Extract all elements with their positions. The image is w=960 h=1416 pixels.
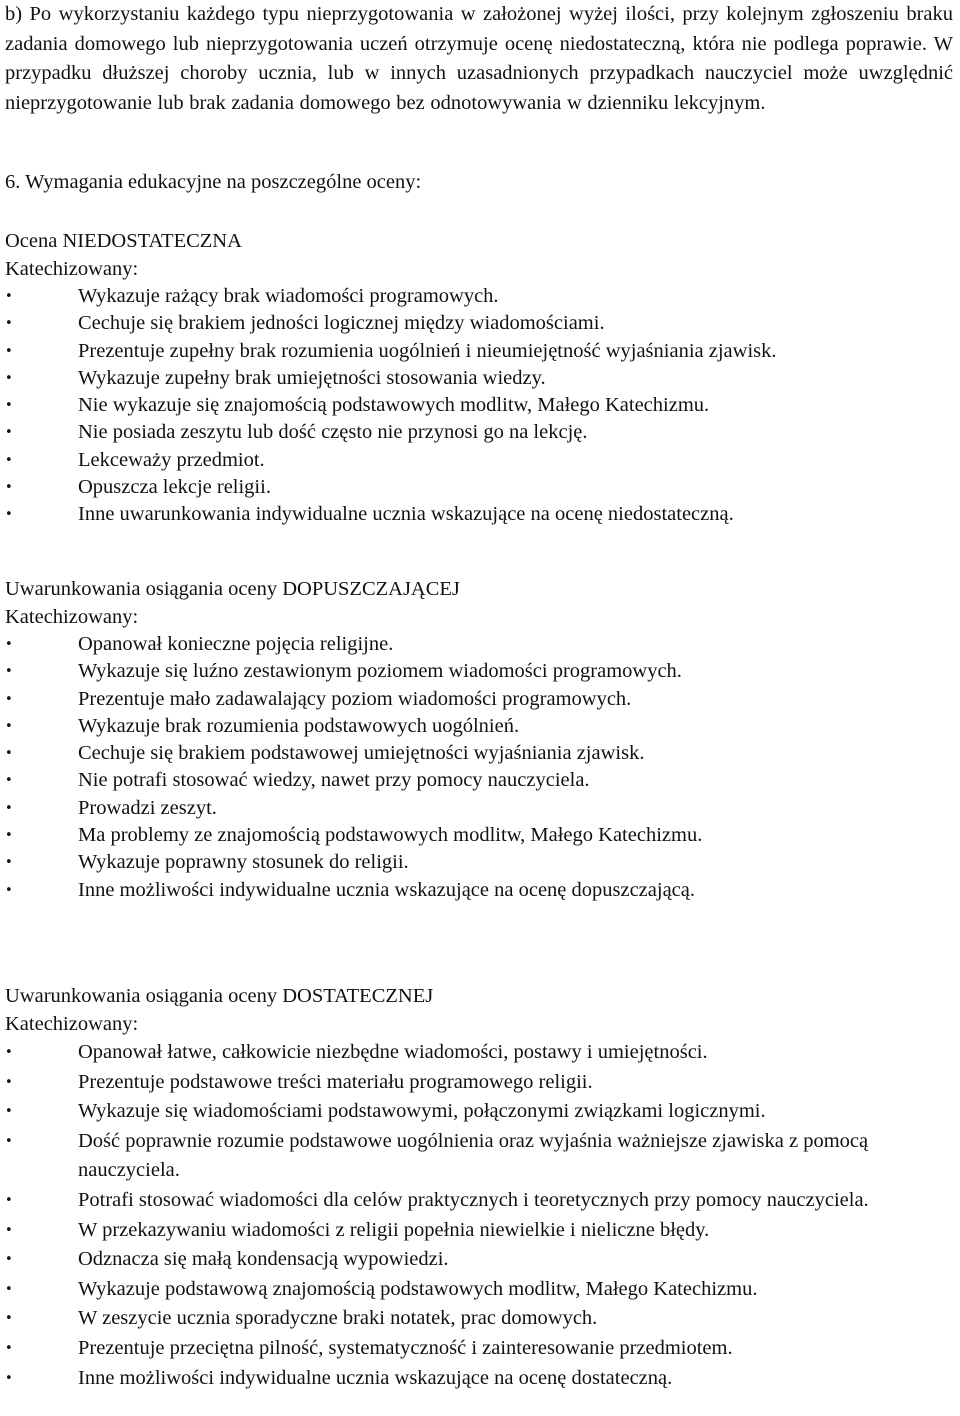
list-item: • Prezentuje podstawowe treści materiału programowego religii.: [5, 1068, 955, 1098]
section-title: Uwarunkowania osiągania oceny DOSTATECZNEJ: [5, 985, 434, 1007]
list-item: • W zeszycie ucznia sporadyczne braki notatek, prac domowych.: [5, 1304, 955, 1334]
section-title: Ocena NIEDOSTATECZNA: [5, 230, 242, 252]
list-item: • Opanował łatwe, całkowicie niezbędne wiadomości, postawy i umiejętności.: [5, 1038, 955, 1068]
requirements-list: [5, 631, 955, 904]
section-title: Uwarunkowania osiągania oceny DOPUSZCZAJĄCEJ: [5, 578, 460, 600]
list-item: • Inne uwarunkowania indywidualne ucznia wskazujące na ocenę niedostateczną.: [5, 501, 955, 528]
list-item: • Wykazuje rażący brak wiadomości programowych.: [5, 283, 955, 310]
list-item: • Odznacza się małą kondensacją wypowiedzi.: [5, 1245, 955, 1275]
grade-section-dopuszczajaca: [5, 575, 955, 904]
requirements-list: [5, 283, 955, 529]
list-item: • Ma problemy ze znajomością podstawowych modlitw, Małego Katechizmu.: [5, 822, 955, 849]
list-item: • Dość poprawnie rozumie podstawowe uogólnienia oraz wyjaśnia ważniejsze zjawiska z pomocą nauczyciela.: [5, 1127, 955, 1186]
list-item: • Wykazuje podstawową znajomością podstawowych modlitw, Małego Katechizmu.: [5, 1275, 955, 1305]
list-item: • Lekceważy przedmiot.: [5, 447, 955, 474]
intro-paragraph: b) Po wykorzystaniu każdego typu nieprzygotowania w założonej wyżej ilości, przy kolejnym zgłoszeniu braku zadania domowego lub nieprzygotowania uczeń otrzymuje ocenę niedostateczną, która nie podlega poprawie. W przypadku dłuższej choroby ucznia, lub w innych uzasadnionych przypadkach nauczyciel może uwzględnić nieprzygotowanie lub brak zadania domowego bez odnotowywania w dzienniku lekcyjnym.: [5, 3, 953, 114]
list-item: • Wykazuje zupełny brak umiejętności stosowania wiedzy.: [5, 365, 955, 392]
section-heading: 6. Wymagania edukacyjne na poszczególne oceny:: [5, 171, 422, 193]
list-item: • Nie wykazuje się znajomością podstawowych modlitw, Małego Katechizmu.: [5, 392, 955, 419]
list-item: • Prowadzi zeszyt.: [5, 795, 955, 822]
list-item: • Nie posiada zeszytu lub dość często nie przynosi go na lekcję.: [5, 419, 955, 446]
list-item: • Potrafi stosować wiadomości dla celów praktycznych i teoretycznych przy pomocy nauczyciela.: [5, 1186, 955, 1216]
list-item: • Prezentuje zupełny brak rozumienia uogólnień i nieumiejętność wyjaśniania zjawisk.: [5, 338, 955, 365]
list-item: • Prezentuje przeciętna pilność, systematyczność i zainteresowanie przedmiotem.: [5, 1334, 955, 1364]
list-item: • Opanował konieczne pojęcia religijne.: [5, 631, 955, 658]
list-item: • Inne możliwości indywidualne ucznia wskazujące na ocenę dopuszczającą.: [5, 877, 955, 904]
grade-section-dostateczna: [5, 982, 955, 1393]
section-subtitle: Katechizowany:: [5, 606, 139, 628]
list-item: • W przekazywaniu wiadomości z religii popełnia niewielkie i nieliczne błędy.: [5, 1216, 955, 1246]
list-item: • Wykazuje się luźno zestawionym poziomem wiadomości programowych.: [5, 658, 955, 685]
section-subtitle: Katechizowany:: [5, 258, 139, 280]
requirements-list: [5, 1038, 955, 1393]
list-item: • Wykazuje poprawny stosunek do religii.: [5, 849, 955, 876]
section-subtitle: Katechizowany:: [5, 1013, 139, 1035]
list-item: • Cechuje się brakiem jedności logicznej między wiadomościami.: [5, 310, 955, 337]
list-item: • Prezentuje mało zadawalający poziom wiadomości programowych.: [5, 686, 955, 713]
list-item: • Wykazuje się wiadomościami podstawowymi, połączonymi związkami logicznymi.: [5, 1097, 955, 1127]
list-item: • Cechuje się brakiem podstawowej umiejętności wyjaśniania zjawisk.: [5, 740, 955, 767]
list-item: • Wykazuje brak rozumienia podstawowych uogólnień.: [5, 713, 955, 740]
list-item: • Opuszcza lekcje religii.: [5, 474, 955, 501]
list-item: • Inne możliwości indywidualne ucznia wskazujące na ocenę dostateczną.: [5, 1364, 955, 1394]
list-item: • Nie potrafi stosować wiedzy, nawet przy pomocy nauczyciela.: [5, 767, 955, 794]
grade-section-niedostateczna: [5, 227, 955, 529]
